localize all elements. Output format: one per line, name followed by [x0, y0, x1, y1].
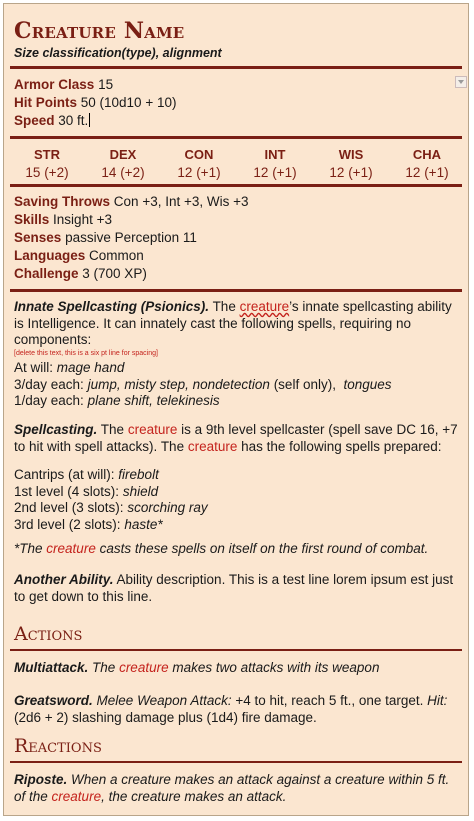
- text: The: [92, 660, 116, 675]
- reactions-heading[interactable]: Reactions: [14, 735, 102, 757]
- spell-footnote[interactable]: [14, 541, 462, 558]
- ability-wis[interactable]: [316, 147, 386, 180]
- divider: [10, 761, 462, 763]
- divider: [10, 289, 462, 292]
- hit-label: Hit:: [427, 693, 448, 708]
- creature-placeholder: creature: [46, 541, 96, 556]
- label: Senses: [14, 230, 62, 245]
- creature-placeholder: creature: [51, 788, 102, 804]
- actions-heading[interactable]: Actions: [14, 623, 83, 645]
- another-ability[interactable]: [14, 572, 462, 605]
- multiattack[interactable]: [14, 660, 462, 677]
- challenge-row[interactable]: [14, 266, 147, 281]
- attack-type: Melee Weapon Attack:: [96, 693, 232, 708]
- creature-placeholder: creature: [239, 299, 290, 314]
- ability-con[interactable]: [164, 147, 234, 180]
- spells: jump, misty step, nondetection: [87, 376, 270, 392]
- spells: scorching ray: [127, 500, 208, 515]
- spacing-note[interactable]: [delete this text, this is a six pt line for spacing]: [14, 350, 158, 357]
- spells: firebolt: [118, 467, 159, 482]
- creature-placeholder: creature: [119, 660, 169, 675]
- value: 30 ft.: [58, 113, 89, 128]
- creature-placeholder: creature: [187, 438, 238, 454]
- text: Ability description. This is a test line lorem ipsum est just to get down to this line.: [14, 572, 454, 604]
- feature-title: Innate Spellcasting (Psionics).: [14, 299, 210, 314]
- spells: haste*: [124, 516, 163, 532]
- label: 1/day each:: [14, 393, 84, 408]
- spells: tongues: [343, 376, 392, 392]
- label: Saving Throws: [14, 194, 111, 209]
- text: makes two attacks with its weapon: [172, 660, 380, 675]
- spell-line: [14, 467, 462, 484]
- text: is a 9th level spellcaster (spell save DC 16, +7 to hit with spell attacks). The: [14, 422, 458, 454]
- greatsword[interactable]: [14, 693, 462, 726]
- spell-line: [14, 377, 462, 394]
- label: Languages: [14, 248, 86, 263]
- text: (2d6 + 2) slashing damage plus (1d4) fire damage.: [14, 709, 317, 725]
- value: Common: [89, 248, 144, 263]
- ability-str[interactable]: [12, 147, 82, 180]
- creature-name[interactable]: Creature Name: [14, 18, 185, 44]
- armor-class-row[interactable]: [14, 77, 113, 92]
- languages-row[interactable]: [14, 248, 144, 263]
- ability-cha[interactable]: [392, 147, 462, 180]
- label: Speed: [14, 113, 55, 128]
- text: casts these spells on itself on the first round of combat.: [99, 541, 429, 556]
- text: , the creature makes an attack.: [101, 788, 287, 804]
- label: 2nd level (3 slots):: [14, 500, 124, 515]
- speed-row[interactable]: [14, 113, 90, 128]
- innate-spellcasting[interactable]: [14, 299, 462, 349]
- ability-name: WIS: [338, 147, 364, 162]
- spellcasting[interactable]: [14, 422, 462, 455]
- ability-name: CON: [184, 147, 214, 162]
- spell-line: [14, 393, 462, 410]
- label: Challenge: [14, 266, 79, 281]
- dropdown-arrow-icon[interactable]: [455, 76, 467, 88]
- spell-line: [14, 360, 462, 377]
- ability-score: 14 (+2): [101, 165, 145, 180]
- ability-score: 12 (+1): [177, 165, 221, 180]
- ability-name: STR: [34, 147, 60, 162]
- label: Armor Class: [14, 77, 95, 92]
- skills-row[interactable]: [14, 212, 112, 227]
- spell-slots[interactable]: [14, 467, 462, 533]
- hit-points-row[interactable]: [14, 95, 176, 110]
- label: At will:: [14, 360, 54, 375]
- ability-score: 12 (+1): [329, 165, 373, 180]
- creature-placeholder: creature: [127, 422, 178, 437]
- text: *The: [14, 541, 43, 556]
- ability-int[interactable]: [240, 147, 310, 180]
- spells: mage hand: [56, 360, 125, 375]
- divider: [10, 649, 462, 651]
- value: Insight +3: [53, 212, 112, 227]
- value: Con +3, Int +3, Wis +3: [113, 194, 249, 209]
- divider: [10, 184, 462, 187]
- text: The: [100, 422, 125, 437]
- text: ’s innate spellcasting ability is Intelligence. It can innately cast the following spells, requiring no components:: [14, 299, 452, 347]
- label: 1st level (4 slots):: [14, 483, 120, 499]
- text: The: [212, 299, 236, 314]
- value: 50 (10d10 + 10): [80, 95, 177, 110]
- text: When a creature makes an attack against a creature within 5 ft. of the: [14, 772, 450, 804]
- label: 3rd level (2 slots):: [14, 516, 121, 532]
- feature-title: Riposte.: [14, 772, 68, 787]
- divider: [10, 136, 462, 139]
- feature-title: Greatsword.: [14, 693, 93, 708]
- value: 15: [98, 77, 114, 92]
- riposte[interactable]: [14, 772, 462, 805]
- label: Cantrips (at will):: [14, 467, 115, 482]
- text-caret: [89, 113, 90, 127]
- spells: shield: [122, 483, 159, 499]
- ability-score: 12 (+1): [405, 165, 449, 180]
- value: 3 (700 XP): [82, 266, 147, 281]
- text: (self only),: [273, 376, 336, 392]
- stat-block: [3, 3, 469, 816]
- ability-score: 15 (+2): [25, 165, 69, 180]
- text: +4 to hit, reach 5 ft., one target.: [235, 693, 424, 708]
- saving-throws-row[interactable]: [14, 194, 249, 209]
- senses-row[interactable]: [14, 230, 197, 245]
- ability-name: DEX: [109, 147, 137, 162]
- label: Hit Points: [14, 95, 77, 110]
- ability-name: INT: [264, 147, 286, 162]
- ability-score: 12 (+1): [253, 165, 297, 180]
- spell-line: [14, 484, 462, 501]
- ability-dex[interactable]: [88, 147, 158, 180]
- divider: [10, 66, 462, 69]
- spell-line: [14, 500, 462, 517]
- ability-name: CHA: [412, 147, 442, 162]
- text: has the following spells prepared:: [241, 438, 442, 454]
- spells: plane shift, telekinesis: [87, 393, 220, 408]
- feature-title: Multiattack.: [14, 660, 89, 675]
- feature-title: Another Ability.: [14, 572, 114, 587]
- label: Skills: [14, 212, 50, 227]
- label: 3/day each:: [14, 376, 84, 392]
- innate-spell-list[interactable]: [14, 360, 462, 410]
- creature-subtitle[interactable]: Size classification(type), alignment: [14, 46, 222, 60]
- spell-line: [14, 517, 462, 534]
- feature-title: Spellcasting.: [14, 422, 98, 437]
- value: passive Perception 11: [65, 230, 197, 245]
